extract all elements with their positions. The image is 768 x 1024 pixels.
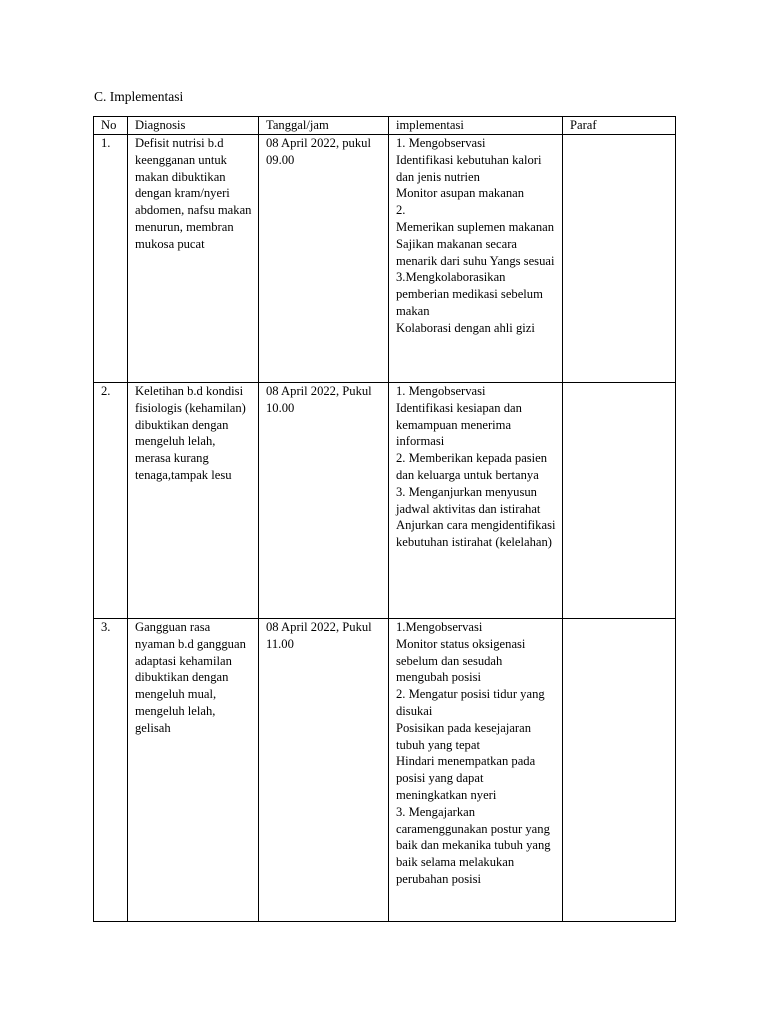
cell-implementasi xyxy=(389,383,563,619)
implementation-table xyxy=(93,116,676,922)
implementasi-line: Monitor asupan makanan xyxy=(396,186,525,201)
cell-diagnosis: Defisit nutrisi b.d keengganan untuk makan dibuktikan dengan kram/nyeri abdomen, nafsu makan menurun, membran mukosa pucat xyxy=(128,135,259,383)
header-tanggal: Tanggal/jam xyxy=(259,117,389,135)
implementasi-line: Monitor status oksigenasi sebelum dan sesudah mengubah posisi xyxy=(396,636,526,685)
table-row xyxy=(94,619,676,922)
cell-tanggal: 08 April 2022, pukul 09.00 xyxy=(259,135,389,383)
cell-no: 2. xyxy=(94,383,128,619)
cell-paraf xyxy=(563,619,676,922)
implementasi-line: 3. Menganjurkan menyusun jadwal aktivitas dan istirahat xyxy=(396,484,541,516)
implementasi-line: Anjurkan cara mengidentifikasi kebutuhan istirahat (kelelahan) xyxy=(396,518,556,550)
implementasi-line: 2. xyxy=(396,203,406,218)
implementasi-line: Memerikan suplemen makanan xyxy=(396,219,555,234)
table-row xyxy=(94,135,676,383)
header-implementasi: implementasi xyxy=(389,117,563,135)
implementasi-line: Posisikan pada kesejajaran tubuh yang tepat xyxy=(396,720,531,752)
implementasi-line: 1. Mengobservasi xyxy=(396,136,486,150)
implementasi-line: Identifikasi kesiapan dan kemampuan menerima informasi xyxy=(396,400,522,449)
cell-no: 3. xyxy=(94,619,128,922)
implementasi-line: Identifikasi kebutuhan kalori dan jenis nutrien xyxy=(396,152,542,184)
implementasi-line: 2. Mengatur posisi tidur yang disukai xyxy=(396,687,545,718)
header-diagnosis: Diagnosis xyxy=(128,117,259,135)
header-no: No xyxy=(94,117,128,135)
implementasi-line: 1. Mengobservasi xyxy=(396,384,486,398)
cell-implementasi xyxy=(389,619,563,922)
implementasi-line: 1.Mengobservasi xyxy=(396,620,483,634)
cell-paraf xyxy=(563,135,676,383)
implementasi-line: Sajikan makanan secara menarik dari suhu Yangs sesuai xyxy=(396,236,555,268)
cell-paraf xyxy=(563,383,676,619)
table-row xyxy=(94,383,676,619)
implementasi-line: 2. Memberikan kepada pasien dan keluarga untuk bertanya xyxy=(396,451,548,482)
implementasi-line: Hindari menempatkan pada posisi yang dapat meningkatkan nyeri xyxy=(396,754,536,802)
implementasi-line: 3.Mengkolaborasikan pemberian medikasi sebelum makan xyxy=(396,270,543,318)
header-paraf: Paraf xyxy=(563,117,676,135)
implementasi-line: Kolaborasi dengan ahli gizi xyxy=(396,320,535,335)
cell-diagnosis: Keletihan b.d kondisi fisiologis (kehamilan) dibuktikan dengan mengeluh lelah, merasa kurang tenaga,tampak lesu xyxy=(128,383,259,619)
cell-no: 1. xyxy=(94,135,128,383)
cell-implementasi xyxy=(389,135,563,383)
table-header-row xyxy=(94,117,676,135)
implementasi-line: 3. Mengajarkan caramenggunakan postur yang baik dan mekanika tubuh yang baik selama melakukan perubahan posisi xyxy=(396,804,551,886)
cell-tanggal: 08 April 2022, Pukul 11.00 xyxy=(259,619,389,922)
cell-tanggal: 08 April 2022, Pukul 10.00 xyxy=(259,383,389,619)
cell-diagnosis: Gangguan rasa nyaman b.d gangguan adaptasi kehamilan dibuktikan dengan mengeluh mual, mengeluh lelah, gelisah xyxy=(128,619,259,922)
section-title: C. Implementasi xyxy=(94,89,184,104)
